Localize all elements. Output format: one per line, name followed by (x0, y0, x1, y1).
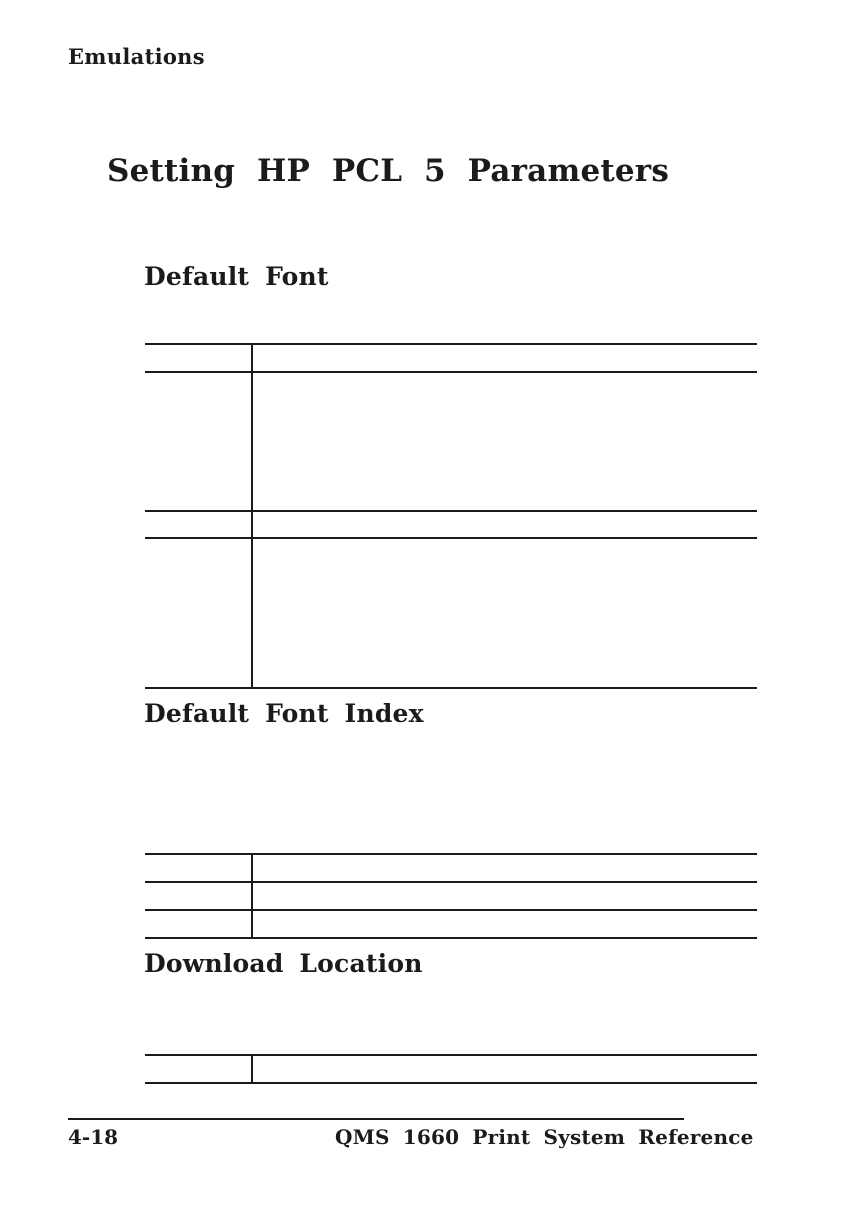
table-cell (252, 538, 757, 688)
running-header: Emulations (68, 44, 205, 69)
table-cell (145, 344, 252, 372)
footer-book-title: QMS 1660 Print System Reference (335, 1125, 754, 1149)
download-location-table (145, 1054, 757, 1084)
table-cell (145, 910, 252, 938)
table-cell (252, 372, 757, 511)
table-cell (252, 344, 757, 372)
table-row (145, 538, 757, 688)
table-row (145, 372, 757, 511)
table-row (145, 1055, 757, 1083)
table-cell (145, 854, 252, 882)
table-cell (252, 511, 757, 538)
page-title: Setting HP PCL 5 Parameters (107, 153, 669, 189)
table-cell (252, 1055, 757, 1083)
footer-page-number: 4-18 (68, 1125, 119, 1149)
table-row (145, 511, 757, 538)
default-font-index-table (145, 853, 757, 939)
table-cell (145, 538, 252, 688)
table-row (145, 854, 757, 882)
table-cell (145, 511, 252, 538)
table-cell (145, 882, 252, 910)
table-cell (145, 372, 252, 511)
section-heading-default-font: Default Font (144, 262, 329, 291)
default-font-table (145, 343, 757, 689)
table-cell (252, 910, 757, 938)
table-row (145, 882, 757, 910)
section-heading-download-location: Download Location (144, 949, 423, 978)
table-cell (252, 854, 757, 882)
table-row (145, 344, 757, 372)
table-row (145, 910, 757, 938)
table-cell (145, 1055, 252, 1083)
footer-rule (68, 1118, 684, 1120)
table-cell (252, 882, 757, 910)
section-heading-default-font-index: Default Font Index (144, 699, 424, 728)
